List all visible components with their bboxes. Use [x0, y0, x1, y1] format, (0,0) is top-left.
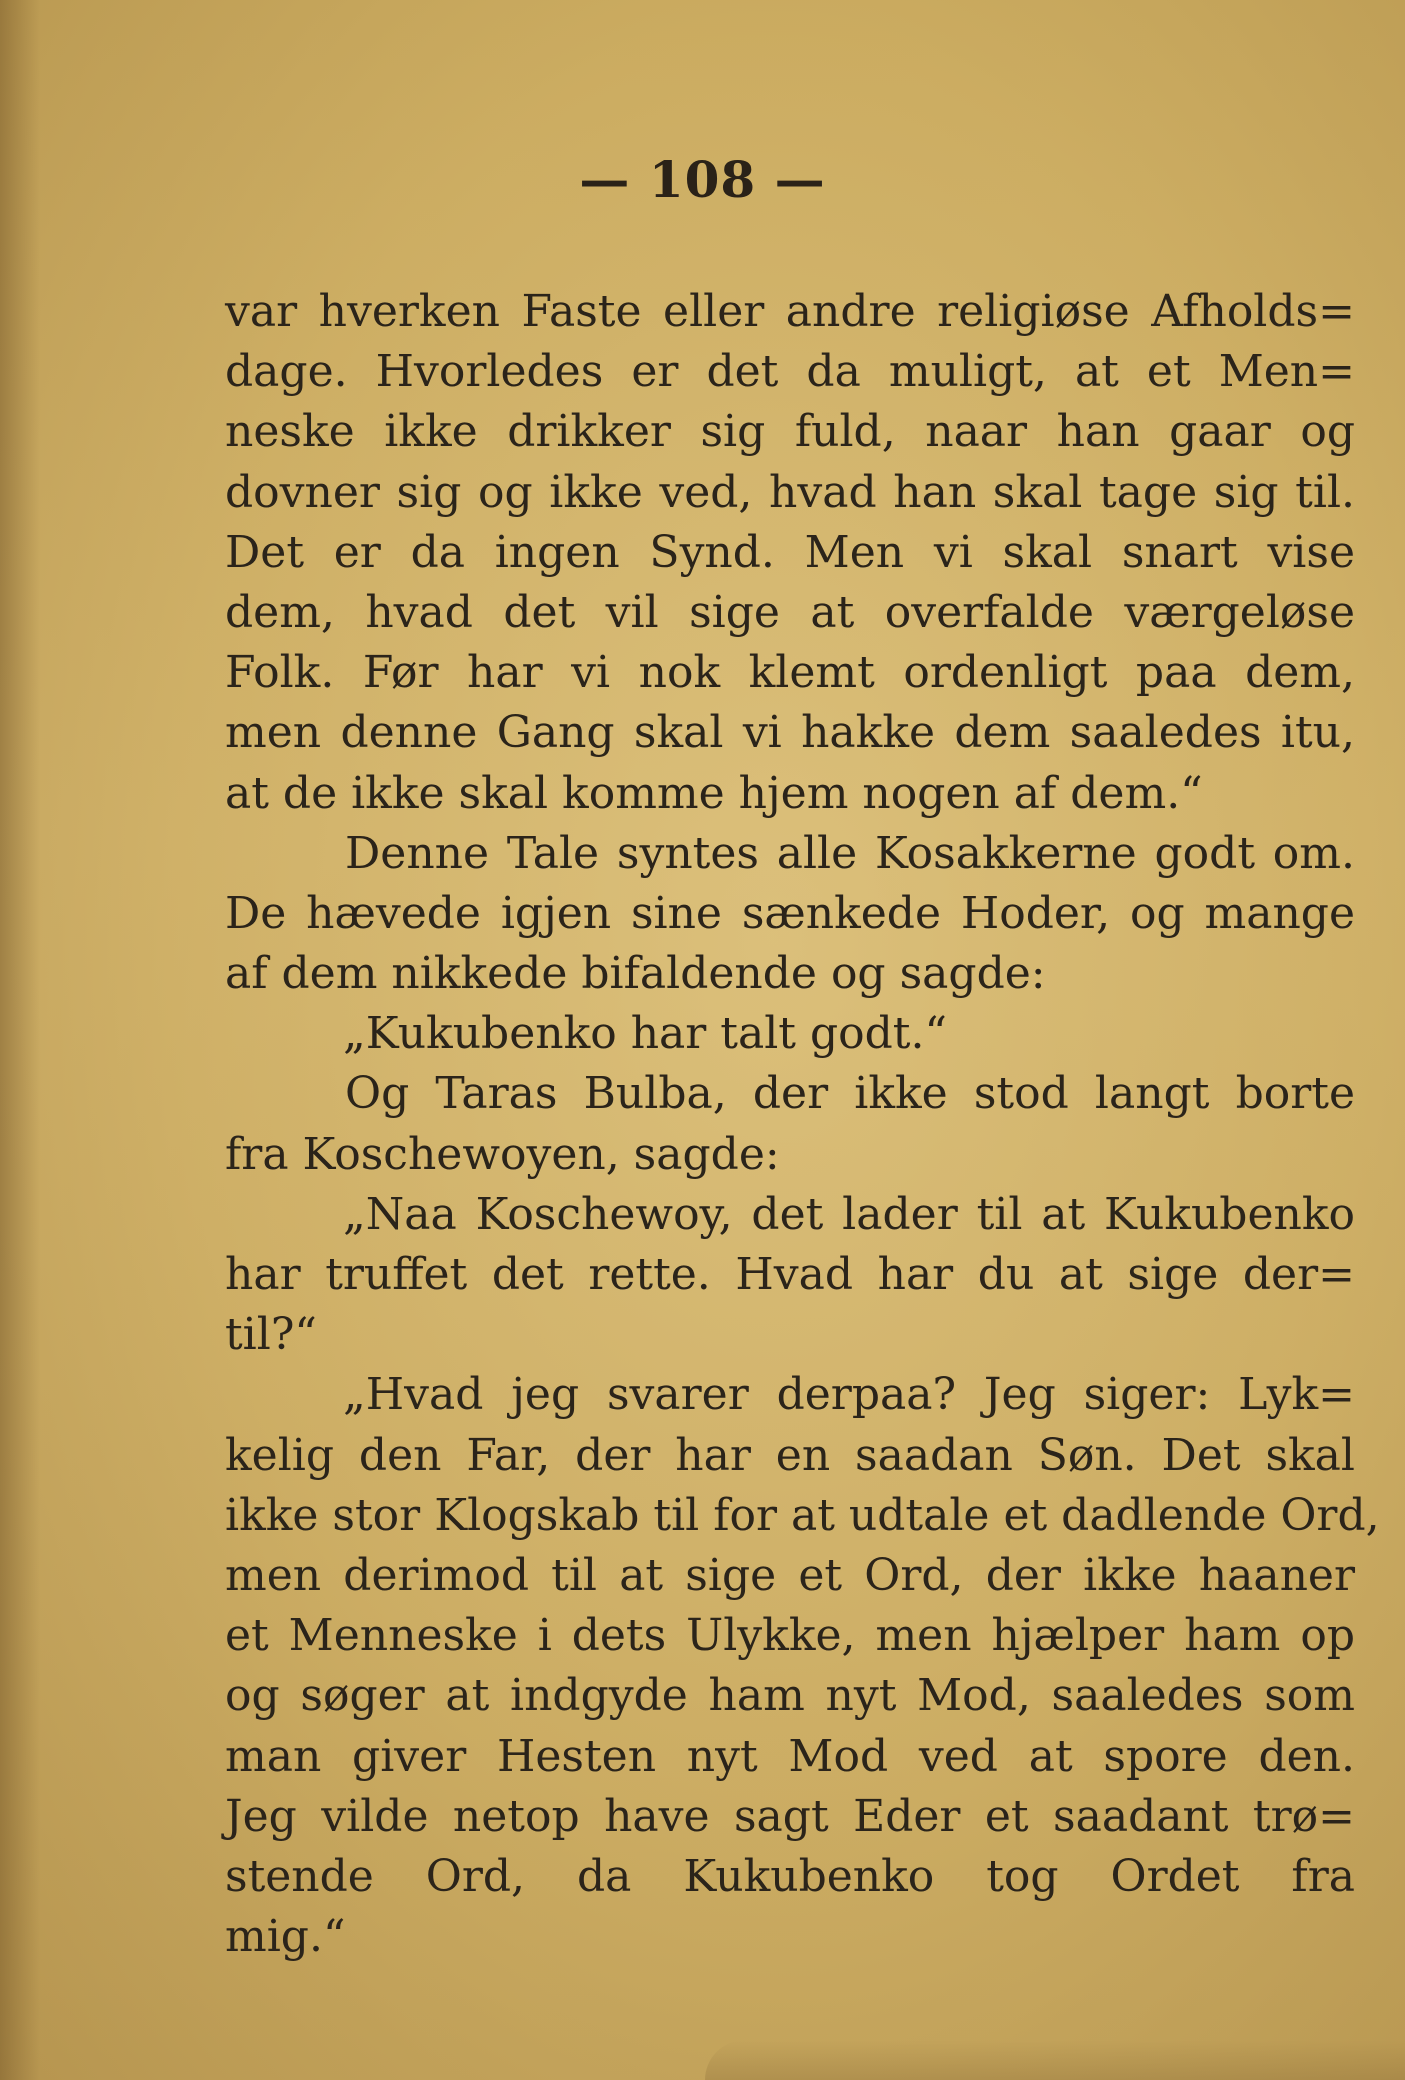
- text-line: stende Ord, da Kukubenko tog Ordet fra: [225, 1850, 1355, 1902]
- text-line: „Kukubenko har talt godt.“: [343, 1008, 947, 1060]
- text-line: Det er da ingen Synd. Men vi skal snart vise: [225, 526, 1355, 578]
- text-line: neske ikke drikker sig fuld, naar han gaar og: [225, 406, 1355, 458]
- page-number: — 108 —: [579, 150, 826, 209]
- text-line: af dem nikkede bifaldende og sagde:: [225, 948, 1046, 1000]
- text-line: at de ikke skal komme hjem nogen af dem.“: [225, 767, 1203, 819]
- text-line: men denne Gang skal vi hakke dem saaledes itu,: [225, 707, 1355, 759]
- text-line: var hverken Faste eller andre religiøse Afholds=: [225, 286, 1355, 337]
- page-curl-shadow: [705, 2040, 1405, 2080]
- text-line: men derimod til at sige et Ord, der ikke haaner: [225, 1549, 1355, 1601]
- text-line: Og Taras Bulba, der ikke stod langt borte: [345, 1068, 1355, 1120]
- text-line: „Hvad jeg svarer derpaa? Jeg siger: Lyk=: [343, 1369, 1355, 1421]
- body-text: [225, 282, 1380, 1967]
- text-line: til?“: [225, 1309, 317, 1361]
- text-line: mig.“: [225, 1911, 346, 1963]
- text-line: ikke stor Klogskab til for at udtale et dadlende Ord,: [225, 1489, 1380, 1541]
- text-line: „Naa Koschewoy, det lader til at Kukubenko: [343, 1188, 1355, 1240]
- text-line: Jeg vilde netop have sagt Eder et saadant trø=: [225, 1790, 1355, 1842]
- text-line: fra Koschewoyen, sagde:: [225, 1128, 780, 1180]
- text-line: De hævede igjen sine sænkede Hoder, og mange: [225, 887, 1355, 939]
- text-line: Folk. Før har vi nok klemt ordenligt paa dem,: [225, 647, 1355, 699]
- text-line: et Menneske i dets Ulykke, men hjælper ham op: [225, 1610, 1355, 1662]
- text-line: dage. Hvorledes er det da muligt, at et Men=: [225, 346, 1355, 398]
- text-line: dovner sig og ikke ved, hvad han skal tage sig til.: [225, 466, 1355, 518]
- text-line: Denne Tale syntes alle Kosakkerne godt om.: [345, 827, 1355, 879]
- text-line: dem, hvad det vil sige at overfalde værgeløse: [225, 586, 1355, 638]
- text-line: man giver Hesten nyt Mod ved at spore den.: [225, 1730, 1355, 1782]
- text-line: og søger at indgyde ham nyt Mod, saaledes som: [225, 1670, 1355, 1722]
- page-edge-shadow: [0, 0, 40, 2080]
- text-line: har truffet det rette. Hvad har du at sige der=: [225, 1249, 1355, 1300]
- text-line: kelig den Far, der har en saadan Søn. Det skal: [225, 1429, 1355, 1481]
